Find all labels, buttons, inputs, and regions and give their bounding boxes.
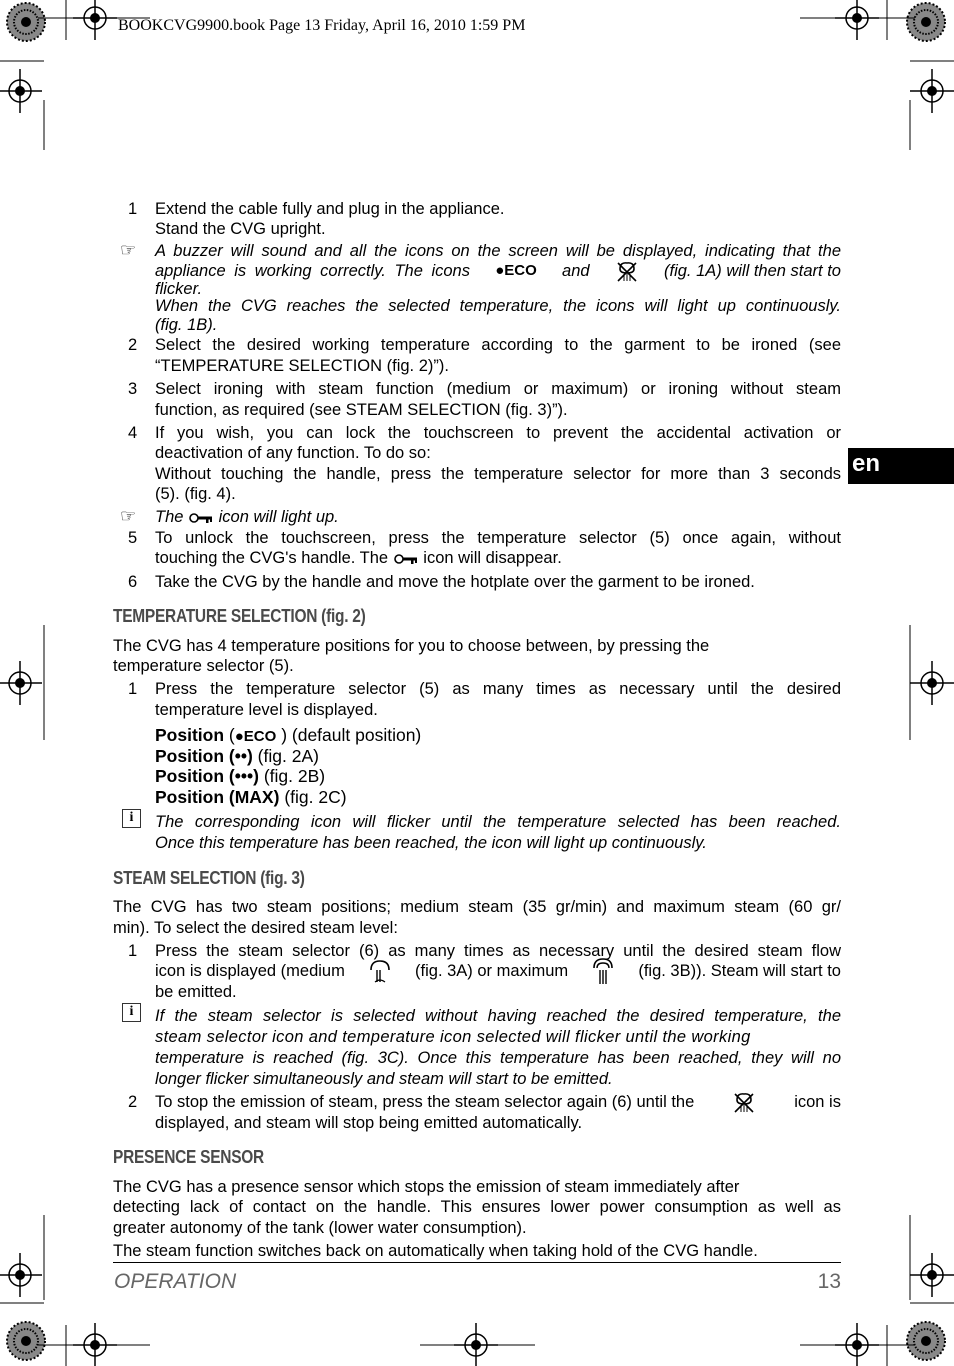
eco-icon: ●ECO [234, 728, 277, 745]
step-text: icon will disappear. [423, 549, 562, 567]
note-text: flicker. [155, 280, 203, 298]
info-text: Once this temperature has been reached, the icon will light up continuously. [155, 834, 707, 852]
steam-medium-icon [368, 958, 392, 984]
position-desc: (fig. 2C) [284, 787, 347, 807]
info-text: longer flicker simultaneously and steam will start to be emitted. [155, 1070, 613, 1088]
note-text: and [562, 262, 590, 280]
page-number: 13 [817, 1270, 841, 1293]
paragraph-text: detecting lack of contact on the handle. This ensures lower power consumption as well as [113, 1198, 841, 1216]
step-text: displayed, and steam will stop being emitted automatically. [155, 1114, 583, 1132]
step-line [155, 958, 841, 984]
no-steam-icon [615, 259, 639, 283]
step-number: 2 [128, 336, 138, 354]
position-item [155, 746, 319, 766]
step-text: To unlock the touchscreen, press the temperature selector (5) once again, without [155, 529, 841, 547]
step-text: Press the temperature selector (5) as many times as necessary until the desired [155, 680, 841, 698]
paragraph-text: temperature selector (5). [113, 657, 294, 675]
info-text: temperature is reached (fig. 3C). Once this temperature has been reached, they will no [155, 1049, 841, 1067]
pointing-hand-icon: ☞ [120, 240, 137, 260]
position-item: Position (●ECO ) (default position) [155, 725, 422, 745]
position-item [155, 787, 347, 807]
eco-icon: ●ECO [495, 262, 537, 279]
step-text: If you wish, you can lock the touchscreen to prevent the accidental activation or [155, 424, 841, 442]
language-tab: en [848, 448, 954, 484]
info-text: steam selector icon and temperature icon selected will flicker until the working [155, 1028, 751, 1046]
section-heading: STEAM SELECTION (fig. 3) [113, 868, 305, 888]
step-text: “TEMPERATURE SELECTION (fig. 2)”). [155, 357, 449, 375]
info-text: If the steam selector is selected without having reached the desired temperature, the [155, 1007, 841, 1025]
step-line [155, 548, 562, 568]
note-text: When the CVG reaches the selected temperature, the icons will light up continuously. [155, 297, 841, 315]
no-steam-icon [732, 1090, 756, 1114]
step-text: Extend the cable fully and plug in the appliance. [155, 200, 505, 218]
step-text: (5). (fig. 4). [155, 485, 236, 503]
position-label: Position (••) [155, 746, 253, 766]
position-label: Position (MAX) [155, 787, 280, 807]
footer-section: OPERATION [114, 1270, 237, 1293]
step-number: 2 [128, 1093, 138, 1111]
step-text: Select the desired working temperature according to the garment to be ironed (see [155, 336, 841, 354]
step-number: 6 [128, 573, 138, 591]
paragraph-text: min). To select the desired steam level: [113, 919, 398, 937]
step-text: To stop the emission of steam, press the steam selector again (6) until the [155, 1092, 695, 1111]
step-text: function, as required (see STEAM SELECTION (fig. 3)”). [155, 401, 568, 419]
step-number: 1 [128, 200, 138, 218]
position-desc: ) (default position) [281, 725, 422, 745]
step-number: 1 [128, 942, 138, 960]
step-text: (fig. 3B)). Steam will start to [638, 961, 841, 980]
step-number: 1 [128, 680, 138, 698]
note-text: A buzzer will sound and all the icons on the screen will be displayed, indicating that the [155, 242, 841, 260]
footer-rule [113, 1262, 841, 1263]
info-text: The corresponding icon will flicker until the temperature selected has been reached. [155, 813, 841, 831]
paragraph-text: The CVG has 4 temperature positions for you to choose between, by pressing the [113, 637, 710, 655]
print-header: BOOKCVG9900.book Page 13 Friday, April 16, 2010 1:59 PM [118, 17, 526, 34]
pointing-hand-icon: ☞ [120, 506, 137, 526]
position-label: Position (•••) [155, 766, 259, 786]
step-text: icon is displayed (medium [155, 961, 345, 980]
position-label: Position [155, 725, 225, 745]
step-text: Select ironing with steam function (medium or maximum) or ironing without steam [155, 380, 841, 398]
note-text: icon will light up. [218, 508, 339, 526]
note-text: (fig. 1B). [155, 316, 218, 334]
step-text: Press the steam selector (6) as many times as necessary until the desired steam flow [155, 942, 841, 960]
note-text: appliance is working correctly. The icons [155, 262, 470, 280]
note-line [155, 260, 841, 282]
step-text: icon is [794, 1092, 841, 1111]
step-text: Stand the CVG upright. [155, 220, 326, 238]
key-icon [393, 552, 419, 566]
note-text: (fig. 1A) will then start to [663, 262, 841, 280]
step-number: 3 [128, 380, 138, 398]
section-heading: PRESENCE SENSOR [113, 1147, 264, 1167]
key-icon [188, 511, 214, 525]
step-text: Take the CVG by the handle and move the hotplate over the garment to be ironed. [155, 573, 755, 591]
step-text: Without touching the handle, press the temperature selector for more than 3 seconds [155, 465, 841, 483]
position-item [155, 766, 325, 786]
note-text: The [155, 508, 184, 526]
step-text: be emitted. [155, 983, 237, 1001]
step-number: 5 [128, 529, 138, 547]
steam-max-icon [591, 956, 615, 986]
info-icon: i [122, 1003, 141, 1022]
step-text: deactivation of any function. To do so: [155, 444, 431, 462]
position-desc: (fig. 2B) [263, 766, 326, 786]
paragraph-text: greater autonomy of the tank (lower water consumption). [113, 1219, 527, 1237]
step-line [155, 1088, 841, 1116]
step-text: touching the CVG's handle. The [155, 549, 389, 567]
step-number: 4 [128, 424, 138, 442]
step-text: temperature level is displayed. [155, 701, 378, 719]
step-text: (fig. 3A) or maximum [415, 961, 569, 980]
info-icon: i [122, 809, 141, 828]
note-line [155, 507, 339, 527]
paragraph-text: The CVG has a presence sensor which stops the emission of steam immediately after [113, 1178, 740, 1196]
paragraph-text: The steam function switches back on automatically when taking hold of the CVG handle. [113, 1242, 758, 1260]
paragraph-text: The CVG has two steam positions; medium steam (35 gr/min) and maximum steam (60 gr/ [113, 898, 841, 916]
position-desc: (fig. 2A) [257, 746, 319, 766]
section-heading: TEMPERATURE SELECTION (fig. 2) [113, 606, 366, 626]
